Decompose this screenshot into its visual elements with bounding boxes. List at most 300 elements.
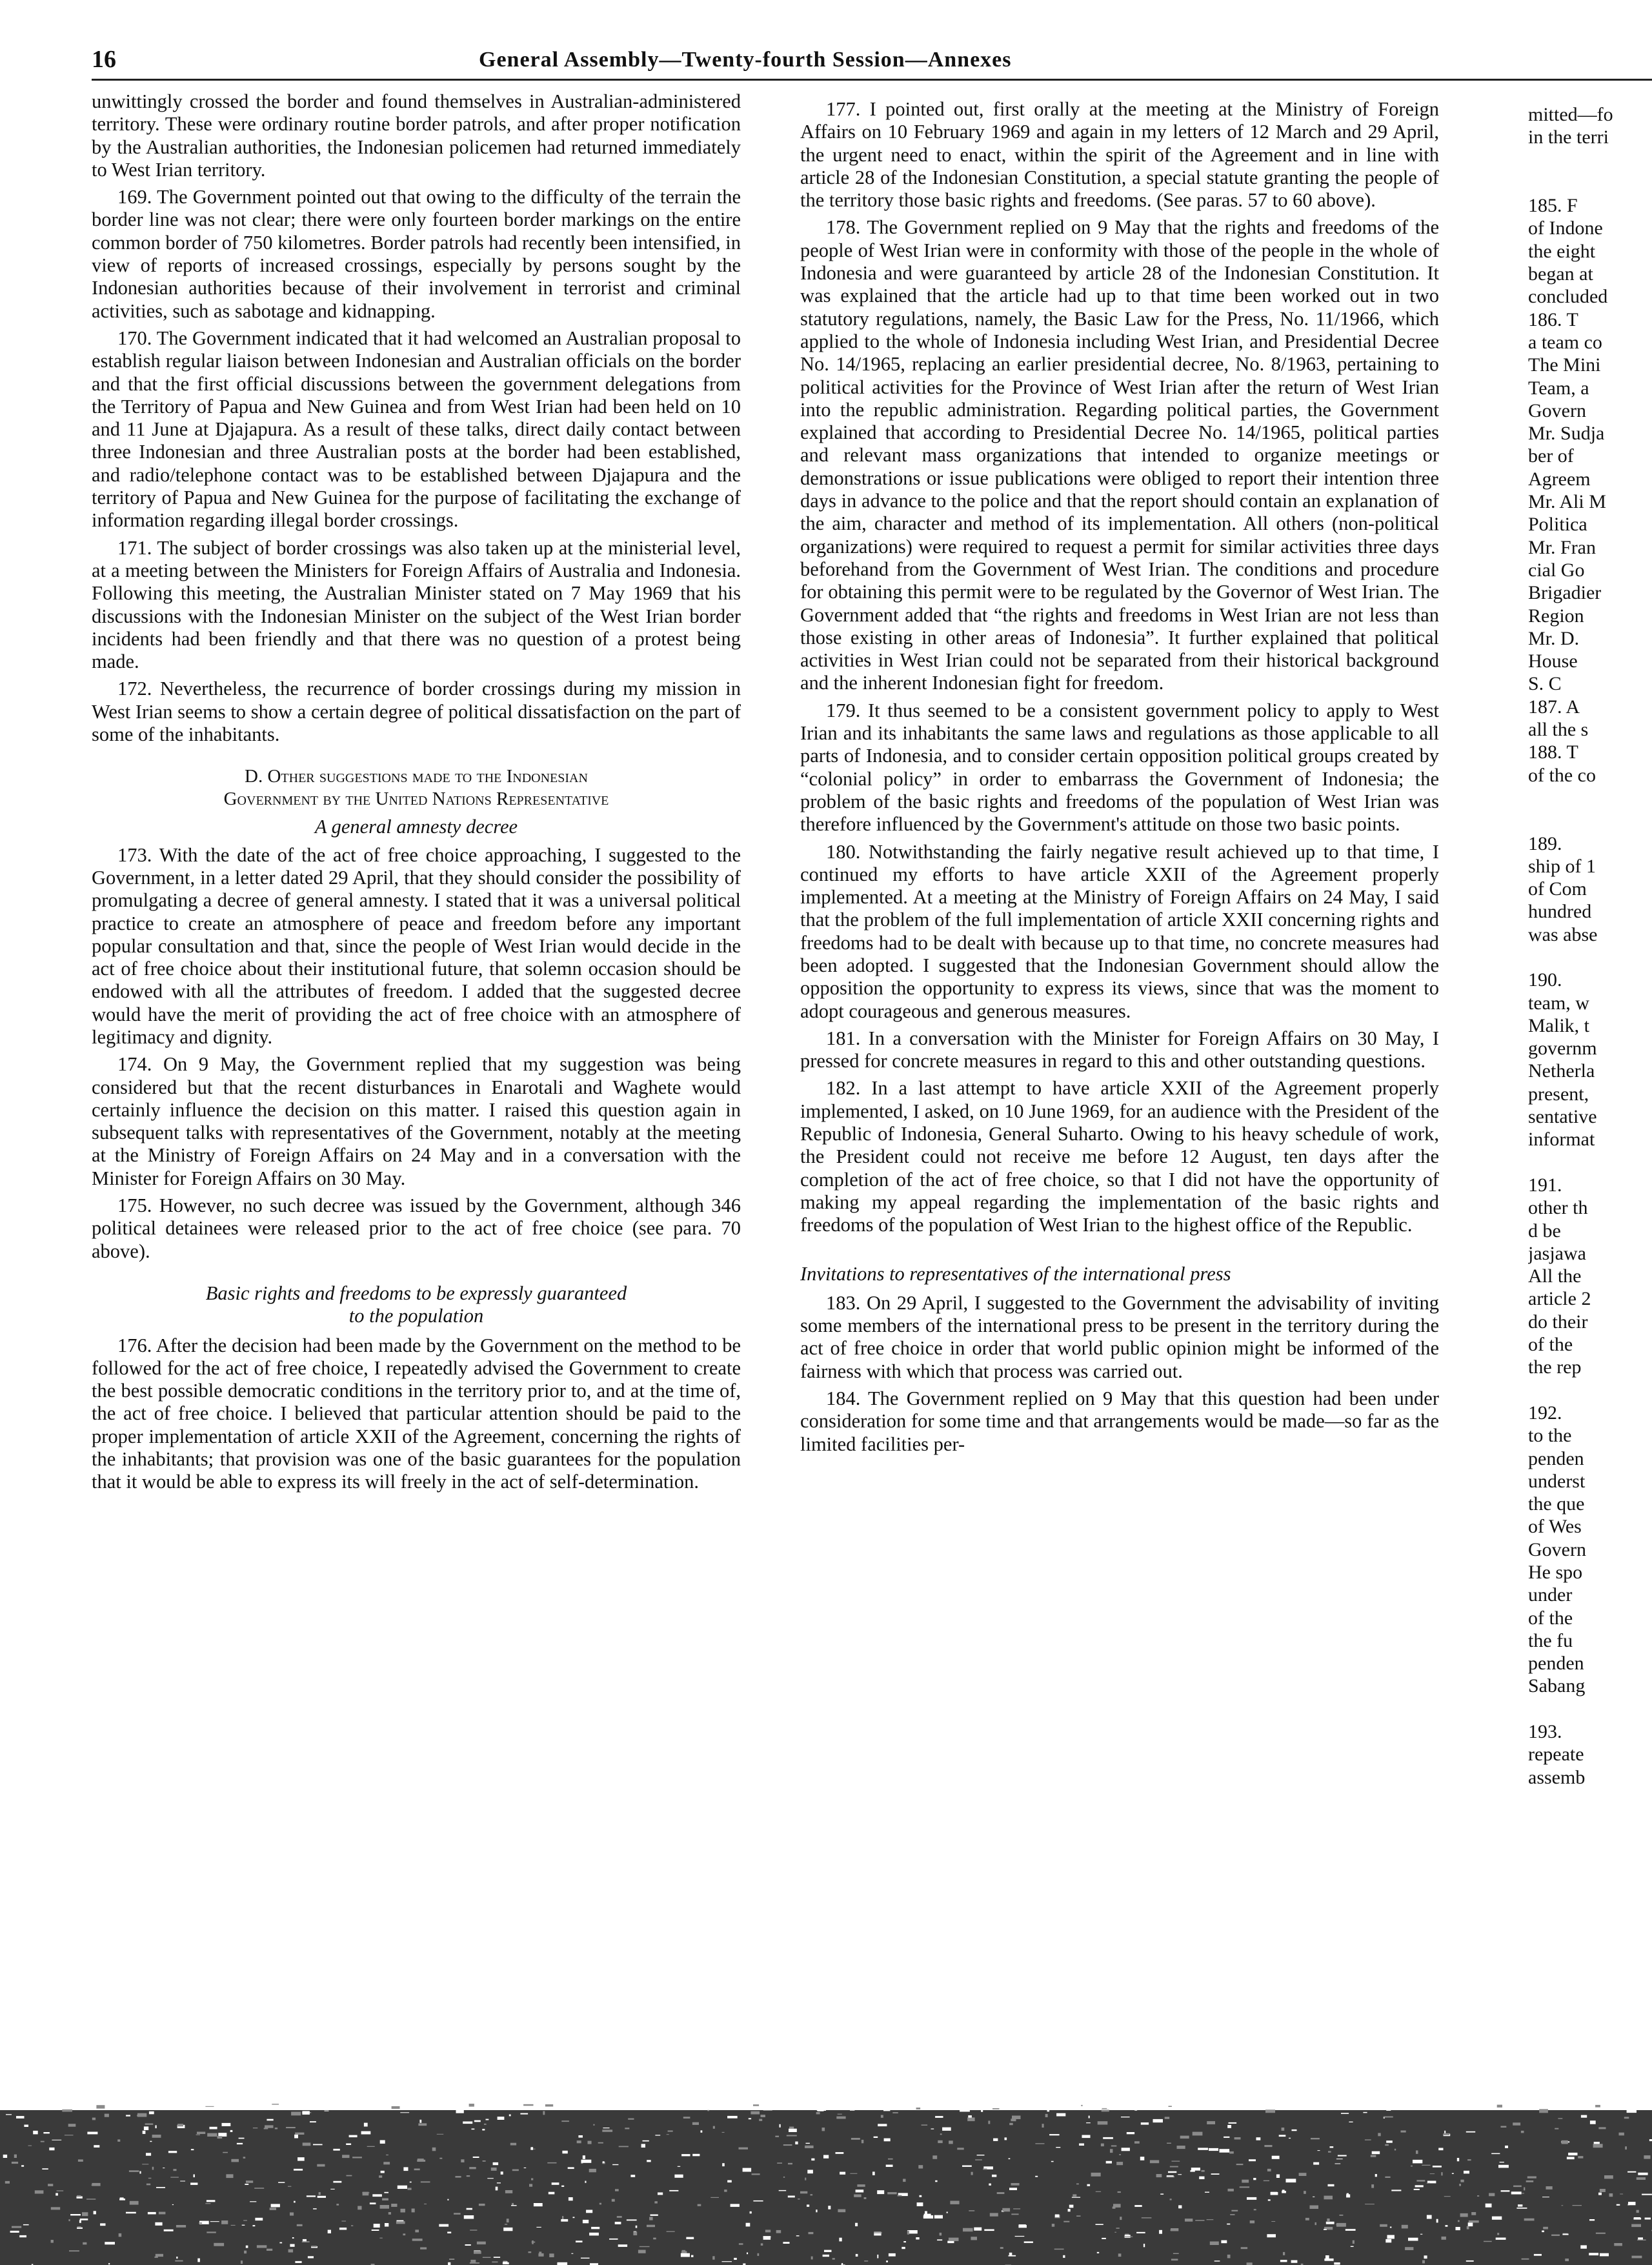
scan-noise-speck	[1644, 2155, 1650, 2159]
scan-noise-speck	[482, 2129, 485, 2131]
scan-noise-speck	[82, 2212, 88, 2216]
scan-noise-speck	[1501, 2126, 1507, 2128]
scan-noise-speck	[1122, 2148, 1130, 2151]
scan-noise-speck	[1338, 2155, 1347, 2157]
scan-noise-speck	[993, 2139, 998, 2141]
scan-noise-speck	[1282, 2191, 1286, 2193]
scan-noise-speck	[1467, 2226, 1469, 2230]
scan-noise-speck	[70, 2214, 81, 2215]
scan-noise-speck	[41, 2141, 45, 2142]
right-column-fragment: governm	[1528, 1038, 1597, 1060]
scan-noise-speck	[638, 2250, 646, 2253]
right-column-fragment: Brigadier	[1528, 582, 1602, 604]
scan-noise-speck	[917, 2202, 923, 2206]
scan-noise-speck	[1596, 2233, 1606, 2234]
scan-noise-speck	[414, 2169, 420, 2171]
scan-noise-speck	[346, 2144, 351, 2146]
scan-noise-speck	[152, 2167, 154, 2170]
scan-noise-speck	[615, 2222, 621, 2224]
scan-noise-speck	[983, 2169, 987, 2170]
scan-noise-speck	[578, 2135, 583, 2138]
right-column-fragment: Region	[1528, 605, 1584, 627]
scan-noise-speck	[1221, 2240, 1227, 2244]
column-right-truncated	[1528, 103, 1652, 1789]
scan-noise-speck	[788, 2163, 792, 2164]
right-column-fragment: assemb	[1528, 1766, 1586, 1788]
scan-noise-speck	[1521, 2131, 1524, 2133]
scan-noise-speck	[1279, 2135, 1286, 2137]
scan-noise-speck	[585, 2181, 586, 2183]
right-column-fragment: underst	[1528, 1470, 1586, 1492]
scan-noise-speck	[1199, 2177, 1204, 2179]
scan-noise-speck	[12, 2162, 18, 2164]
scan-noise-speck	[1424, 2255, 1427, 2259]
scan-noise-speck	[1134, 2141, 1140, 2144]
scan-noise-speck	[583, 2155, 585, 2159]
scan-noise-speck	[294, 2135, 298, 2139]
scan-noise-speck	[1205, 2192, 1209, 2193]
scan-noise-speck	[3, 2155, 7, 2158]
scan-noise-speck	[962, 2166, 972, 2167]
scan-noise-speck	[469, 2104, 474, 2107]
scan-noise-speck	[549, 2192, 555, 2195]
scan-noise-speck	[1167, 2143, 1171, 2144]
scan-noise-speck	[1598, 2193, 1602, 2195]
scan-noise-speck	[464, 2215, 474, 2219]
scan-noise-speck	[1101, 2144, 1104, 2147]
scan-noise-speck	[850, 2173, 857, 2174]
scan-noise-speck	[222, 2123, 231, 2126]
paragraph-177: 177. I pointed out, first orally at the meeting at the Ministry of Foreign Affairs on 10 February 1969 and again in my letters of 12 March and 29 April, the urgent need to enact, within the spirit of the Agreement and in line with article 28 of the Indonesian Constitution, a special statute granting the people of the territory those basic rights and freedoms. (See paras. 57 to 60 above).	[800, 98, 1439, 212]
scan-noise-speck	[439, 2224, 448, 2227]
scan-noise-speck	[1102, 2109, 1109, 2111]
right-column-fragment: Mr. Sudja	[1528, 423, 1605, 445]
scan-noise-speck	[932, 2155, 937, 2159]
scan-noise-speck	[752, 2173, 760, 2175]
scan-noise-speck	[246, 2180, 253, 2183]
right-column-fragment: 188. T	[1528, 741, 1578, 763]
scan-noise-speck	[1241, 2247, 1247, 2249]
scan-noise-speck	[612, 2199, 615, 2202]
scan-noise-speck	[83, 2242, 86, 2245]
scan-noise-speck	[1096, 2191, 1101, 2192]
scan-noise-speck	[264, 2128, 268, 2129]
scan-noise-speck	[1386, 2140, 1393, 2143]
scan-noise-speck	[503, 2228, 512, 2231]
scan-noise-speck	[1167, 2175, 1174, 2177]
scan-noise-speck	[410, 2182, 412, 2183]
scan-noise-speck	[80, 2219, 88, 2220]
right-column-fragment: Team, a	[1528, 377, 1589, 399]
scan-noise-speck	[1193, 2132, 1203, 2136]
scan-noise-speck	[864, 2197, 867, 2199]
right-column-fragment	[1528, 946, 1652, 969]
scan-noise-speck	[265, 2125, 273, 2128]
right-column-fragment: hundred	[1528, 901, 1592, 923]
right-column-fragment: repeate	[1528, 1744, 1584, 1766]
right-column-fragment: House	[1528, 650, 1578, 672]
scan-noise-speck	[223, 2152, 228, 2153]
scan-noise-speck	[145, 2124, 154, 2125]
scan-noise-speck	[1220, 2149, 1230, 2153]
scan-noise-speck	[77, 2228, 83, 2229]
right-column-fragment: Sabang	[1528, 1675, 1586, 1697]
right-column-fragment: of Com	[1528, 878, 1587, 900]
scan-noise-speck	[51, 2240, 54, 2243]
scan-noise-speck	[1524, 2188, 1525, 2191]
scan-noise-speck	[1310, 2206, 1319, 2210]
scan-noise-speck	[144, 2126, 148, 2130]
scan-noise-speck	[722, 2132, 725, 2133]
right-column-fragment: do their	[1528, 1311, 1588, 1333]
right-column-fragment: of the co	[1528, 764, 1596, 786]
scan-noise-speck	[1256, 2137, 1261, 2140]
right-column-fragment: 185. F	[1528, 195, 1578, 217]
right-column-fragment	[1528, 787, 1652, 809]
scan-noise-speck	[990, 2213, 998, 2216]
scan-noise-speck	[529, 2184, 532, 2186]
scan-noise-speck	[798, 2199, 800, 2200]
column-left	[92, 90, 741, 1498]
scan-noise-speck	[1185, 2219, 1193, 2222]
scan-noise-speck	[467, 2208, 472, 2210]
scan-noise-speck	[1291, 2260, 1298, 2263]
scan-noise-speck	[992, 2175, 996, 2177]
right-column-fragment: sentative	[1528, 1106, 1597, 1128]
scan-noise-speck	[168, 2151, 177, 2153]
section-heading-d	[92, 765, 741, 810]
scan-noise-speck	[1573, 2205, 1582, 2206]
scan-noise-speck	[974, 2228, 982, 2231]
right-column-fragment: 187. A	[1528, 696, 1580, 718]
scan-noise-speck	[412, 2209, 415, 2213]
scan-noise-speck	[1459, 2184, 1461, 2186]
scan-noise-speck	[487, 2178, 494, 2179]
scan-noise-speck	[1134, 2109, 1137, 2111]
scan-noise-speck	[1631, 2224, 1641, 2228]
paragraph-168-continued: unwittingly crossed the border and found themselves in Australian-administered territory. These were ordinary routine border patrols, and after proper notification by the Australian authorities, the Indonesian policemen had returned immediately to West Irian territory.	[92, 90, 741, 181]
scan-noise-speck	[1202, 2170, 1205, 2172]
scan-noise-speck	[1082, 2135, 1091, 2139]
scan-noise-speck	[447, 2231, 451, 2233]
scan-noise-speck	[190, 2182, 197, 2185]
right-column-fragment: 189.	[1528, 832, 1562, 854]
scan-noise-speck	[1111, 2146, 1116, 2147]
scan-noise-speck	[512, 2169, 519, 2171]
scan-noise-speck	[1546, 2186, 1553, 2190]
right-column-fragment: of Indone	[1528, 217, 1603, 239]
scan-noise-speck	[1384, 2117, 1393, 2118]
scan-noise-speck	[1416, 2180, 1425, 2182]
scan-noise-speck	[456, 2109, 464, 2113]
scan-noise-speck	[43, 2132, 50, 2133]
scan-noise-speck	[1578, 2156, 1583, 2159]
scan-noise-speck	[722, 2261, 732, 2262]
scan-noise-speck	[372, 2230, 379, 2231]
scan-noise-speck	[1562, 2205, 1564, 2206]
scan-noise-speck	[788, 2196, 795, 2198]
scan-noise-speck	[1011, 2213, 1018, 2215]
scan-noise-speck	[836, 2117, 845, 2119]
paragraph-183: 183. On 29 April, I suggested to the Government the advisability of inviting some members of the international press to be present in the territory during the act of free choice in order that world public opinion might be informed of the fairness with which that process was carried out.	[800, 1291, 1439, 1382]
scan-noise-speck	[795, 2142, 798, 2145]
scan-noise-speck	[21, 2165, 24, 2166]
scan-noise-speck	[6, 2114, 12, 2115]
scan-noise-speck	[288, 2250, 294, 2253]
scan-noise-speck	[1119, 2154, 1121, 2155]
scan-noise-speck	[850, 2109, 854, 2111]
scan-noise-speck	[854, 2195, 861, 2197]
scan-noise-speck	[313, 2144, 323, 2146]
scan-noise-speck	[1249, 2159, 1256, 2161]
scan-noise-speck	[297, 2157, 305, 2161]
scan-noise-speck	[1063, 2255, 1065, 2258]
scan-noise-speck	[881, 2115, 883, 2118]
scan-noise-speck	[992, 2108, 1000, 2109]
scan-noise-speck	[1096, 2224, 1103, 2225]
scan-noise-speck	[1617, 2204, 1620, 2206]
scan-noise-speck	[1210, 2242, 1219, 2246]
scan-noise-speck	[969, 2210, 974, 2211]
scan-noise-speck	[1468, 2222, 1473, 2226]
scan-noise-speck	[92, 2183, 100, 2186]
scan-noise-speck	[593, 2124, 594, 2126]
scan-noise-speck	[1280, 2260, 1287, 2262]
scan-noise-speck	[545, 2104, 553, 2107]
scan-noise-speck	[16, 2116, 25, 2119]
scan-noise-speck	[641, 2144, 645, 2148]
scan-noise-speck	[126, 2115, 130, 2116]
scan-noise-speck	[465, 2244, 471, 2246]
scan-noise-speck	[177, 2124, 183, 2126]
scan-noise-speck	[1527, 2177, 1536, 2179]
scan-noise-speck	[940, 2233, 942, 2236]
paragraph-176: 176. After the decision had been made by the Government on the method to be followed for the act of free choice, I repeatedly advised the Government to create the best possible democratic conditions in the territory prior to, and at the time of, the act of free choice. I believed that particular attention should be paid to the proper implementation of article XXII of the Agreement, concerning the rights of the inhabitants; that provision was one of the basic guarantees for the population that it would be able to express its will freely in the act of self-determination.	[92, 1334, 741, 1493]
scan-noise-speck	[1539, 2109, 1548, 2113]
right-column-fragment: ship of 1	[1528, 855, 1596, 877]
scan-noise-speck	[1063, 2221, 1069, 2222]
scan-noise-speck	[1120, 2217, 1122, 2220]
scan-noise-speck	[1627, 2171, 1636, 2173]
scan-noise-speck	[627, 2219, 637, 2220]
scan-noise-speck	[483, 2257, 491, 2259]
scan-noise-speck	[1276, 2175, 1280, 2179]
scan-noise-speck	[1156, 2174, 1162, 2177]
right-column-fragment: Govern	[1528, 399, 1586, 421]
scan-noise-speck	[129, 2170, 139, 2172]
scan-noise-speck	[1598, 2127, 1606, 2129]
scan-noise-speck	[454, 2213, 461, 2215]
scan-noise-speck	[1073, 2194, 1076, 2197]
scan-noise-speck	[886, 2260, 888, 2262]
scan-noise-speck	[536, 2227, 541, 2228]
scan-noise-speck	[568, 2167, 574, 2169]
scan-noise-speck	[1098, 2121, 1108, 2124]
scan-noise-speck	[832, 2258, 835, 2260]
scan-noise-speck	[491, 2168, 497, 2171]
scan-noise-speck	[692, 2154, 700, 2157]
scan-noise-speck	[1240, 2186, 1249, 2188]
scan-noise-speck	[1513, 2122, 1520, 2125]
scan-noise-speck	[419, 2120, 421, 2123]
scan-noise-speck	[759, 2119, 762, 2121]
scan-noise-speck	[949, 2140, 953, 2144]
scan-noise-speck	[750, 2211, 752, 2213]
scan-noise-speck	[1345, 2229, 1356, 2231]
scan-noise-speck	[381, 2105, 388, 2106]
scan-noise-speck	[155, 2222, 162, 2226]
scan-noise-speck	[1436, 2219, 1438, 2223]
scan-noise-speck	[561, 2120, 569, 2122]
scan-noise-speck	[1002, 2208, 1010, 2212]
scan-noise-speck	[668, 2131, 673, 2132]
scan-noise-speck	[1351, 2246, 1354, 2247]
right-column-fragment: informat	[1528, 1129, 1595, 1151]
scan-noise-speck	[1498, 2165, 1509, 2168]
scan-noise-speck	[828, 2206, 831, 2210]
scan-noise-speck	[396, 2221, 405, 2224]
scan-noise-speck	[398, 2186, 407, 2189]
scan-noise-speck	[156, 2125, 157, 2128]
scan-noise-speck	[667, 2134, 669, 2135]
scan-noise-speck	[573, 2217, 575, 2218]
scan-noise-speck	[1327, 2219, 1329, 2222]
scan-noise-speck	[643, 2140, 649, 2142]
scan-noise-speck	[947, 2212, 948, 2213]
scan-noise-speck	[237, 2143, 243, 2144]
scan-noise-speck	[1313, 2162, 1319, 2165]
right-column-fragment	[1528, 149, 1652, 172]
scan-noise-speck	[418, 2159, 424, 2160]
scan-noise-speck	[1411, 2166, 1413, 2167]
scan-noise-speck	[1505, 2146, 1508, 2148]
subheading-basic-rights	[117, 1282, 715, 1328]
scan-noise-speck	[69, 2250, 79, 2251]
right-column-fragment: The Mini	[1528, 354, 1601, 376]
scan-noise-speck	[303, 2142, 311, 2146]
scan-noise-speck	[1229, 2122, 1237, 2124]
running-head: General Assembly—Twenty-fourth Session—Annexes	[479, 48, 1012, 72]
scan-noise-speck	[1542, 2231, 1544, 2233]
scan-noise-speck	[1267, 2169, 1271, 2171]
scan-noise-speck	[1497, 2233, 1499, 2235]
scan-noise-speck	[1609, 2193, 1613, 2197]
scan-noise-speck	[210, 2221, 219, 2222]
right-column-fragment: Govern	[1528, 1538, 1586, 1560]
scan-noise-speck	[783, 2144, 792, 2146]
scan-noise-speck	[1247, 2197, 1256, 2200]
scan-noise-speck	[678, 2166, 680, 2167]
scan-noise-speck	[1422, 2165, 1430, 2166]
scan-noise-speck	[1501, 2190, 1510, 2191]
scan-noise-speck	[379, 2175, 382, 2178]
scan-noise-speck	[1467, 2159, 1471, 2160]
scan-noise-speck	[420, 2248, 427, 2250]
scan-noise-speck	[51, 2207, 60, 2210]
scan-noise-speck	[698, 2204, 701, 2206]
scan-noise-speck	[35, 2190, 44, 2193]
scan-noise-speck	[681, 2251, 687, 2253]
scan-noise-speck	[1558, 2118, 1562, 2119]
scan-noise-speck	[938, 2140, 942, 2143]
scan-noise-speck	[839, 2238, 841, 2242]
scan-noise-speck	[1253, 2178, 1256, 2180]
scan-noise-speck	[270, 2208, 276, 2210]
scan-noise-speck	[1336, 2224, 1339, 2226]
scan-noise-speck	[1159, 2230, 1162, 2234]
scan-noise-speck	[683, 2117, 690, 2119]
scan-noise-speck	[722, 2163, 725, 2166]
scan-noise-speck	[1264, 2145, 1272, 2147]
scan-noise-speck	[432, 2148, 436, 2151]
scan-noise-speck	[805, 2178, 806, 2180]
right-column-fragment: 192.	[1528, 1402, 1562, 1424]
scan-noise-speck	[333, 2181, 341, 2183]
scan-noise-speck	[667, 2231, 675, 2232]
scan-noise-speck	[1386, 2108, 1391, 2111]
subheading-basic-rights-line-1: Basic rights and freedoms to be expressly guaranteed	[205, 1282, 627, 1304]
scan-noise-speck	[746, 2223, 750, 2227]
scan-noise-speck	[1375, 2174, 1377, 2177]
scan-noise-speck	[823, 2155, 829, 2159]
scan-noise-speck	[505, 2224, 507, 2225]
scan-noise-speck	[244, 2251, 247, 2254]
scan-noise-speck	[807, 2204, 809, 2206]
scan-noise-speck	[877, 2255, 878, 2259]
scan-noise-speck	[903, 2241, 906, 2242]
scan-noise-speck	[761, 2243, 763, 2246]
scan-noise-speck	[363, 2192, 369, 2196]
scan-noise-speck	[1620, 2194, 1623, 2195]
scan-noise-speck	[1402, 2225, 1408, 2229]
scan-noise-speck	[1110, 2149, 1113, 2153]
right-column-fragment: Mr. Ali M	[1528, 491, 1606, 513]
scan-noise-speck	[120, 2197, 124, 2199]
scan-noise-speck	[861, 2140, 863, 2143]
scan-noise-speck	[647, 2160, 651, 2162]
scan-noise-speck	[380, 2205, 389, 2209]
scan-noise-speck	[154, 2257, 157, 2258]
scan-noise-speck	[1632, 2256, 1642, 2259]
scan-noise-speck	[1430, 2173, 1435, 2174]
right-column-fragment	[1528, 1379, 1652, 1402]
scan-noise-speck	[1438, 2148, 1443, 2151]
scan-noise-speck	[569, 2197, 573, 2200]
scan-noise-speck	[710, 2197, 719, 2198]
scan-noise-speck	[877, 2190, 884, 2194]
scan-noise-speck	[647, 2225, 655, 2228]
scan-noise-speck	[1086, 2122, 1091, 2123]
scan-noise-speck	[206, 2231, 216, 2233]
scan-noise-speck	[1491, 2153, 1500, 2155]
scan-noise-speck	[817, 2110, 826, 2111]
scan-noise-speck	[1330, 2146, 1334, 2148]
scan-noise-speck	[421, 2181, 430, 2182]
scan-noise-speck	[1250, 2220, 1254, 2223]
scan-noise-speck	[246, 2246, 248, 2248]
scan-noise-speck	[176, 2225, 186, 2228]
scan-noise-speck	[1170, 2166, 1178, 2168]
scan-noise-speck	[633, 2232, 637, 2236]
scan-noise-speck	[1089, 2116, 1090, 2119]
scan-noise-speck	[221, 2220, 228, 2224]
scan-noise-speck	[126, 2212, 136, 2214]
scan-noise-speck	[1265, 2109, 1275, 2113]
scan-noise-speck	[1165, 2117, 1170, 2119]
right-column-fragment: in the terri	[1528, 126, 1609, 148]
scan-noise-speck	[1420, 2234, 1422, 2235]
right-column-fragment: present,	[1528, 1083, 1589, 1105]
